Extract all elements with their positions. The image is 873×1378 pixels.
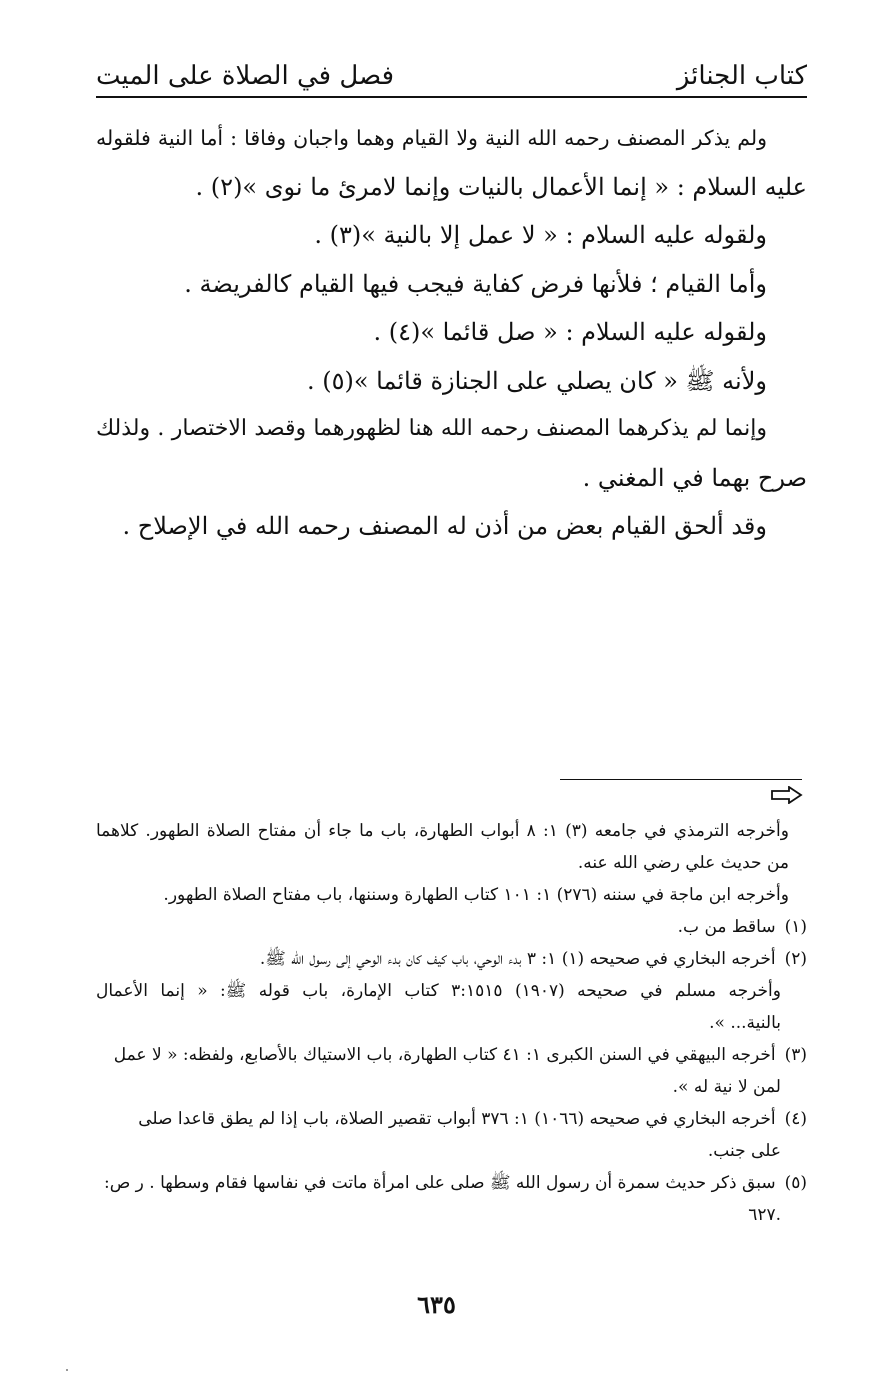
footnote-separator — [560, 779, 802, 780]
footnote-4 — [96, 1103, 807, 1135]
footnote-number: (١) — [784, 917, 807, 937]
footnote-number: (٤) — [784, 1109, 807, 1129]
header-chapter-title: فصل في الصلاة على الميت — [96, 61, 394, 91]
scan-speck — [66, 1369, 68, 1371]
footnote-text-line: على جنب. — [707, 1141, 781, 1161]
footnotes — [96, 815, 807, 1231]
footnote-text: أخرجه البخاري في صحيحه (١٠٦٦) ١: ٣٧٦ أبواب تقصير الصلاة، باب إذا لم يطق قاعدا صلى — [138, 1109, 776, 1129]
running-header — [96, 46, 807, 96]
main-line: صرح بهما في المغني . — [582, 463, 807, 492]
header-book-title: كتاب الجنائز — [676, 61, 807, 91]
footnote-number: (٢) — [784, 949, 807, 969]
main-line: ولأنه ﷺ « كان يصلي على الجنازة قائما »(٥) . — [306, 366, 767, 395]
main-text — [96, 114, 807, 551]
footnote-carry-line: وأخرجه الترمذي في جامعه (٣) ١: ٨ أبواب الطهارة، باب ما جاء أن مفتاح الصلاة الطهور. كلاهما — [96, 821, 789, 841]
footnote-carry-line: من حديث علي رضي الله عنه. — [577, 853, 789, 873]
footnote-text: أخرجه البيهقي في السنن الكبرى ١: ٤١ كتاب الطهارة، باب الاستياك بالأصابع، ولفظه: « لا عمل — [113, 1045, 776, 1065]
footnote-text: سبق ذكر حديث سمرة أن رسول الله ﷺ صلى على امرأة ماتت في نفاسها فقام وسطها . ر ص: — [104, 1173, 776, 1193]
footnote-number: (٣) — [784, 1045, 807, 1065]
footnote-text: أخرجه البخاري في صحيحه (١) ١: ٣ بدء الوحي، باب كيف كان بدء الوحي إلى رسول الله ﷺ. — [259, 949, 776, 969]
main-line: عليه السلام : « إنما الأعمال بالنيات وإنما لامرئ ما نوى »(٢) . — [195, 172, 807, 201]
footnote-number: (٥) — [784, 1173, 807, 1193]
header-divider — [96, 96, 807, 98]
footnote-text-line: وأخرجه مسلم في صحيحه (١٩٠٧) ٣:١٥١٥ كتاب الإمارة، باب قوله ﷺ: « إنما الأعمال — [96, 981, 781, 1001]
footnote-carry-line: وأخرجه ابن ماجة في سننه (٢٧٦) ١: ١٠١ كتاب الطهارة وسننها، باب مفتاح الصلاة الطهور. — [163, 885, 789, 905]
main-line: وإنما لم يذكرهما المصنف رحمه الله هنا لظهورهما وقصد الاختصار . ولذلك — [96, 416, 767, 441]
main-line: ولم يذكر المصنف رحمه الله النية ولا القيام وهما واجبان وفاقا : أما النية فلقوله — [96, 126, 767, 150]
footnote-text-line: .٦٢٧ — [748, 1205, 781, 1225]
arrow-right-icon — [771, 786, 803, 804]
footnote-text: ساقط من ب. — [677, 917, 776, 937]
footnote-1 — [96, 911, 807, 943]
footnote-text-line: لمن لا نية له ». — [672, 1077, 781, 1097]
page-number: ٦٣٥ — [417, 1290, 456, 1319]
main-line: ولقوله عليه السلام : « صل قائما »(٤) . — [373, 318, 767, 346]
footnote-5 — [96, 1167, 807, 1199]
main-line: وقد ألحق القيام بعض من أذن له المصنف رحمه الله في الإصلاح . — [122, 512, 767, 540]
main-line: وأما القيام ؛ فلأنها فرض كفاية فيجب فيها القيام كالفريضة . — [184, 269, 767, 298]
footnote-text-line: بالنية... ». — [709, 1013, 781, 1033]
footnote-2 — [96, 943, 807, 975]
footnote-3 — [96, 1039, 807, 1071]
main-line: ولقوله عليه السلام : « لا عمل إلا بالنية »(٣) . — [314, 221, 767, 249]
